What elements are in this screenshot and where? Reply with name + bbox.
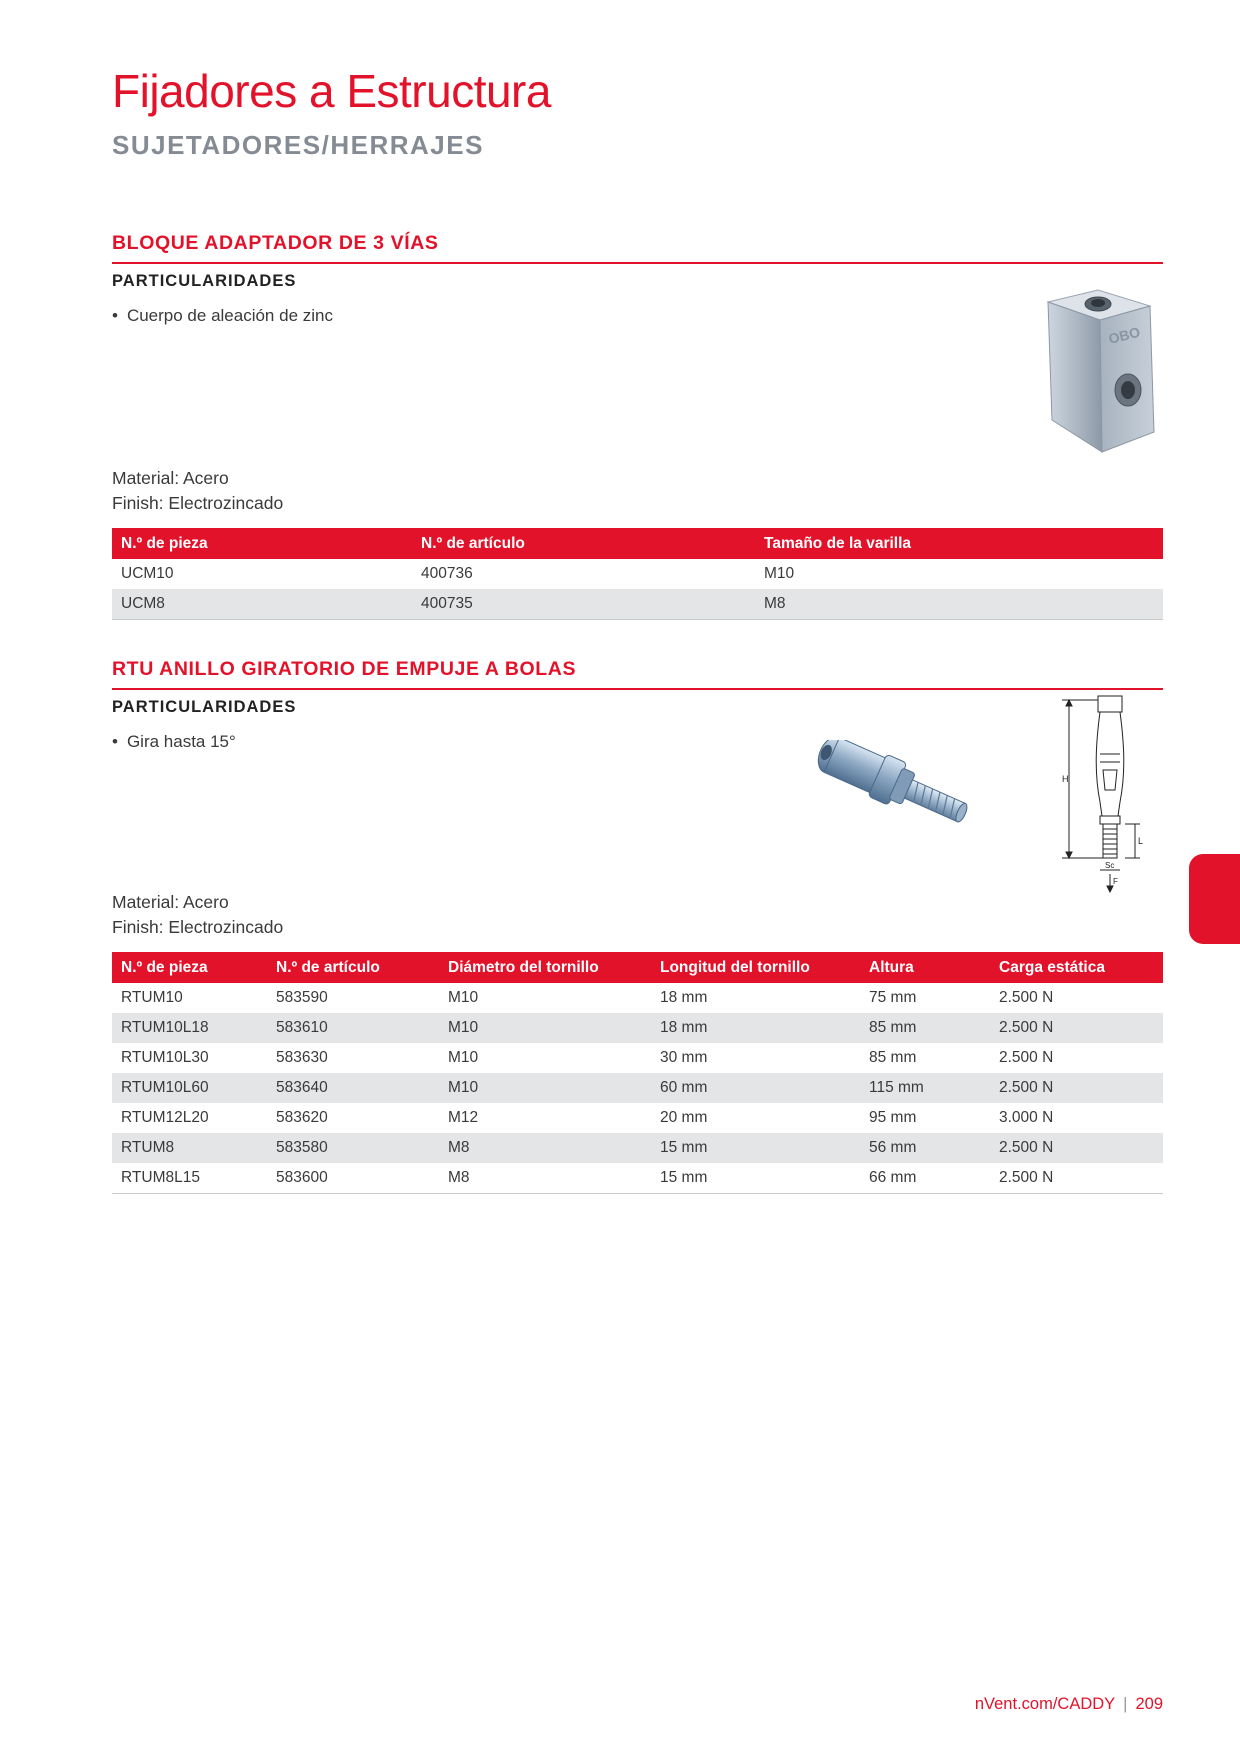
table-cell: M8 [439,1133,651,1163]
page-subtitle: SUJETADORES/HERRAJES [112,130,484,160]
column-header: N.º de artículo [421,534,525,552]
feature-list [112,306,333,326]
table-cell: UCM8 [112,589,412,620]
table-cell: RTUM10 [121,989,183,1006]
chapter-tab [1189,854,1240,944]
table-cell: 56 mm [860,1133,990,1163]
table-cell: RTUM8 [112,1133,267,1163]
table-cell: 66 mm [860,1163,990,1194]
footer-site-link[interactable]: nVent.com/CADDY [974,1695,1116,1713]
table-cell: RTUM10L60 [112,1073,267,1103]
page-footer [975,1695,1163,1714]
table-cell: M10 [439,1013,651,1043]
column-header: Carga estática [999,958,1105,976]
table-cell: RTUM10L30 [121,1049,209,1066]
page-title: Fijadores a Estructura [112,65,551,117]
features-heading: PARTICULARIDADES [112,272,297,290]
table-cell: 583580 [267,1133,439,1163]
adapter-block-image [1038,284,1158,456]
table-cell: 583600 [267,1163,439,1194]
table-cell: UCM10 [121,565,174,582]
column-header: Tamaño de la varilla [764,534,912,552]
table-cell: 2.500 N [990,1133,1163,1163]
adapter-block-table [112,528,1163,620]
table-header-row [112,952,1163,983]
table-cell: M8 [755,589,1163,620]
table-cell: RTUM8L15 [112,1163,267,1194]
table-cell: 400736 [421,565,473,582]
table-cell: 2.500 N [990,1163,1163,1194]
table-row [112,983,1163,1013]
table-row [112,589,1163,620]
table-row [112,1073,1163,1103]
table-cell: 20 mm [660,1109,708,1126]
table-cell: 60 mm [651,1073,860,1103]
page-number: 209 [1135,1695,1163,1713]
table-cell: 15 mm [651,1163,860,1194]
finish-text: Finish: Electrozincado [112,917,284,937]
table-cell: 2.500 N [990,1013,1163,1043]
table-cell: M10 [448,1049,479,1066]
material-info [112,466,283,516]
dimension-label-f: F [1113,877,1118,886]
column-header: Longitud del tornillo [660,958,810,976]
table-cell: 115 mm [860,1073,990,1103]
footer-separator: | [1123,1695,1128,1713]
table-cell: 583620 [276,1109,328,1126]
table-cell: 95 mm [869,1109,917,1126]
table-cell: M10 [448,989,479,1006]
dimension-label-h: H [1062,774,1069,784]
table-cell: 3.000 N [999,1109,1054,1126]
table-cell: 18 mm [651,1013,860,1043]
column-header: Altura [869,958,914,976]
table-cell: M10 [764,565,795,582]
table-cell: 15 mm [651,1133,860,1163]
swivel-ring-dimension-drawing [1050,692,1160,902]
table-header-row [112,528,1163,559]
table-row [112,1133,1163,1163]
table-cell: 2.500 N [999,1049,1054,1066]
table-cell: 583640 [267,1073,439,1103]
table-cell: 85 mm [869,1049,917,1066]
table-cell: 400735 [412,589,755,620]
dimension-label-sc: Sc [1105,861,1115,870]
section-heading-adapter-block: BLOQUE ADAPTADOR DE 3 VÍAS [112,232,1163,264]
column-header: N.º de pieza [121,534,208,552]
section-heading-swivel-ring: RTU ANILLO GIRATORIO DE EMPUJE A BOLAS [112,658,1163,690]
table-row [112,1013,1163,1043]
dimension-label-l: L [1138,836,1144,846]
material-text: Material: Acero [112,468,229,488]
table-cell: 30 mm [660,1049,708,1066]
table-row [112,1103,1163,1133]
table-cell: 2.500 N [999,989,1054,1006]
table-cell: 583610 [267,1013,439,1043]
table-row [112,559,1163,589]
table-row [112,1043,1163,1073]
features-heading: PARTICULARIDADES [112,698,297,716]
material-info [112,890,283,940]
table-cell: M12 [448,1109,479,1126]
table-cell: 583590 [276,989,328,1006]
feature-item: • Cuerpo de aleación de zinc [112,306,333,326]
column-header: Diámetro del tornillo [448,958,599,976]
table-cell: 85 mm [860,1013,990,1043]
table-cell: 2.500 N [990,1073,1163,1103]
material-text: Material: Acero [112,892,229,912]
feature-item: • Gira hasta 15° [112,732,236,752]
feature-list [112,732,236,752]
column-header: N.º de artículo [276,958,380,976]
svg-text:OBO: OBO [1106,323,1142,347]
swivel-ring-image [800,740,975,850]
table-cell: RTUM12L20 [121,1109,209,1126]
table-cell: RTUM10L18 [112,1013,267,1043]
finish-text: Finish: Electrozincado [112,493,284,513]
table-cell: 583630 [276,1049,328,1066]
column-header: N.º de pieza [121,958,208,976]
table-cell: M10 [439,1073,651,1103]
table-cell: 75 mm [869,989,917,1006]
swivel-ring-table [112,952,1163,1194]
table-row [112,1163,1163,1194]
table-cell: 18 mm [660,989,708,1006]
table-cell: M8 [439,1163,651,1194]
